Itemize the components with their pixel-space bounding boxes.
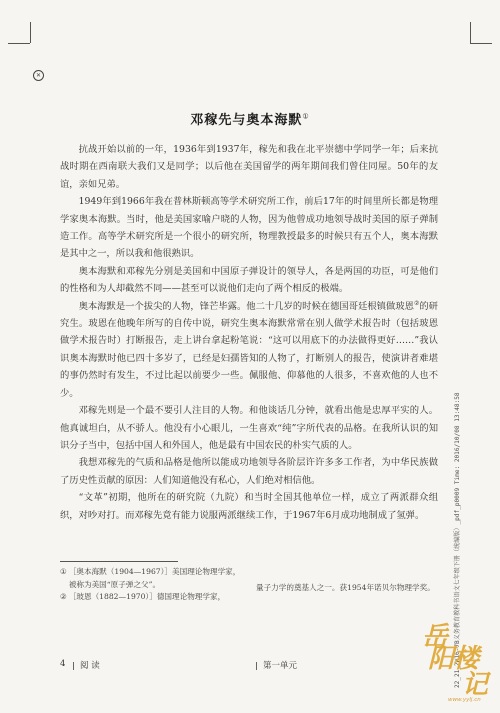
footer-separator	[73, 662, 74, 670]
article-body	[60, 141, 438, 524]
unit-label: 第一单元	[263, 661, 298, 671]
paragraph: “文革”初期，他所在的研究院（九院）和当时全国其他单位一样，成立了两派群众组织，对吵对打。而邓稼先竟有能力说服两派继续工作，于1967年6月成功地制成了氢弹。	[60, 492, 438, 521]
footnote-divider	[60, 561, 178, 562]
site-watermark-logo: 岳 阳楼 记 www.yylj.cn	[422, 622, 488, 703]
title-text: 邓稼先与奥本海默	[190, 113, 303, 128]
title-footnote-ref: ①	[302, 112, 310, 121]
crop-mark	[8, 43, 30, 44]
crop-mark	[30, 22, 31, 43]
paragraph: 1949年到1966年我在普林斯顿高等学术研究所工作，前后17年的时间里所长都是物理学家奥本海默。当时，他是美国家喻户晓的人物，因为他曾成功地领导战时美国的原子弹制造工作。高等学术研究所是一个很小的研究所，物理教授最多的时候只有五个人，奥本海默是其中之一，所以我和他很熟识。	[60, 196, 438, 260]
print-info: 22_21_2W16-7B义务教育教科书语文七年级下册（统编版）_pdf_p0009 Time: 2016/10/08 13:48:58	[454, 392, 461, 688]
registration-mark-icon: ✕	[33, 70, 44, 81]
section-label: 阅 读	[80, 661, 100, 671]
article-title	[0, 109, 500, 128]
footnote-1: ① ［奥本海默（1904—1967）］美国理论物理学家，被称为美国“原子弹之父”。	[60, 567, 241, 589]
footnote-2-continued: 量子力学的奠基人之一。获1954年诺贝尔物理学奖。	[256, 583, 435, 592]
crop-mark	[470, 22, 471, 43]
page-number: 4	[60, 659, 66, 669]
crop-mark	[470, 43, 492, 44]
paragraph: 奥本海默和邓稼先分别是美国和中国原子弹设计的领导人，各是两国的功臣，可是他们的性格和为人却截然不同——甚至可以说他们走向了两个相反的极端。	[60, 265, 438, 295]
paragraph: 抗战开始以前的一年，1936年到1937年，稼先和我在北平崇德中学同学一年；后来抗战时期在西南联大我们又是同学；以后他在美国留学的两年期间我们曾住同屋。50年的友谊，亲如兄弟。	[60, 144, 438, 190]
paragraph: 奥本海默是一个拔尖的人物，锋芒毕露。他二十几岁的时候在德国哥廷根镇做玻恩②的研究生。玻恩在他晚年所写的自传中说，研究生奥本海默常常在别人做学术报告时（包括玻恩做学术报告时）打断报告，走上讲台拿起粉笔说：“这可以用底下的办法做得更好……”我认识奥本海默时他已四十多岁了，已经是妇孺皆知的人物了，打断别人的报告，使演讲者难堪的事仍然时有发生，不过比起以前要少一些。佩服他、仰慕他的人很多，不喜欢他的人也不少。	[60, 299, 438, 399]
paragraph: 我想邓稼先的气质和品格是他所以能成功地领导各阶层许许多多工作者，为中华民族做了历史性贡献的原因：人们知道他没有私心，人们绝对相信他。	[60, 457, 438, 486]
paragraph: 邓稼先则是一个最不要引人注目的人物。和他谈话几分钟，就看出他是忠厚平实的人。他真诚坦白，从不骄人。他没有小心眼儿，一生喜欢“纯”字所代表的品格。在我所认识的知识分子当中，包括中国人和外国人，他是最有中国农民的朴实气质的人。	[60, 405, 438, 451]
footer-separator	[256, 662, 257, 670]
footnote-2: ② ［玻恩（1882—1970）］德国理论物理学家，	[60, 592, 226, 602]
footnote-ref: ②	[413, 299, 420, 307]
footnotes	[60, 566, 246, 604]
